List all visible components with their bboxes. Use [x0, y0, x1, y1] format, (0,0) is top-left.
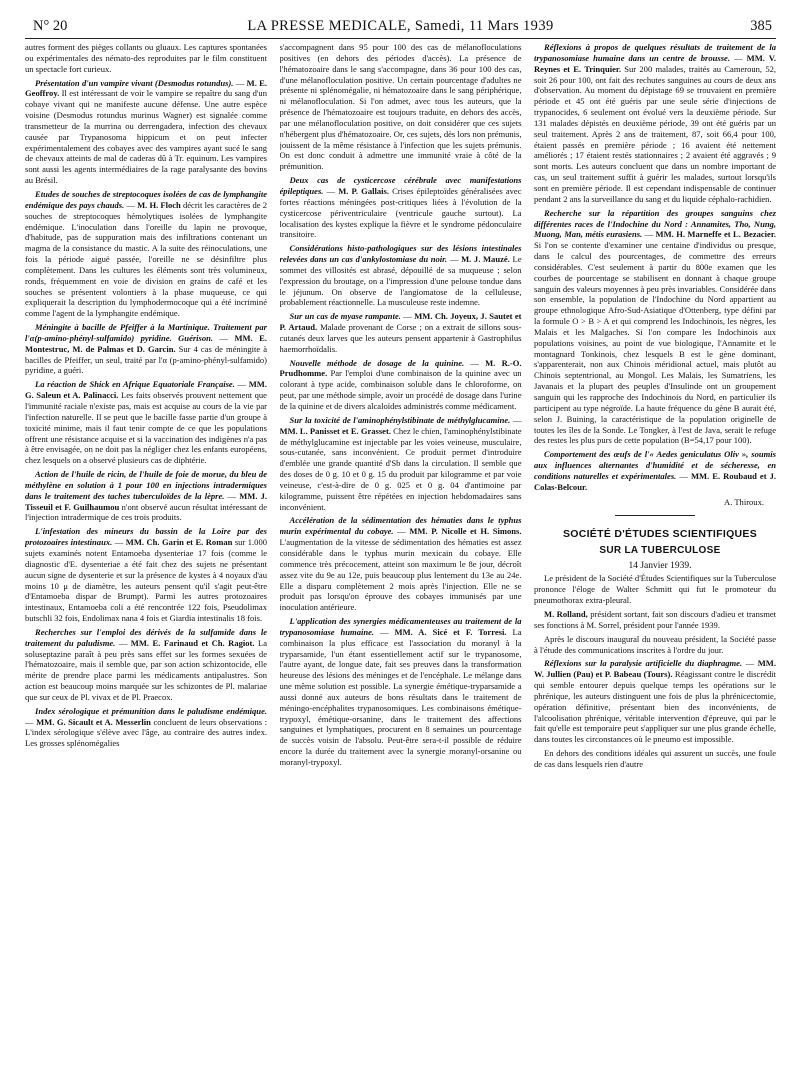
abstract-authors: MM. L. Panisset et E. Grasset. [279, 425, 391, 436]
abstract-title: Nouvelle méthode de dosage de la quinine. [289, 357, 465, 368]
abstract-authors: MM. W. Jullien (Pau) et P. Babeau (Tours). [534, 658, 776, 680]
abstract-authors: M. P. Gallais. [338, 185, 389, 196]
abstract-authors: M. H. Floch [137, 199, 181, 210]
abstract-text: Si l'on se contente d'examiner une centaine d'individus ou presque, dans le calcul des pourcentages, de commettre des erreurs considérables. C'est seulement à partir du 800e examen que les courbes de pourcentage se stabilisent en donnant à chaque groupe sanguin des valeurs moyennes à peu près invariables. Considérée dans son ensemble, la population de l'Indochine du Nord appartient au groupe ethnologique Afro-Sud-Asiatique d'Ottenberg, type défini par la formule O > B > A et qui comprend les Indochinois, les nègres, les Malais et les Malgaches. Si l'on compare les Indochinois aux populations voisines, au point de vue biologique, l'Annamite et le montagnard Tonkinois, chez lesquels B est le gène dominant, s'apparenterait, non aux Chinois méridional actuel, mais plutôt au Chinois septentrional, au Mongol. Les Malais, les Sumatriens, les Javanais et la plupart des peuples d'Insulinde ont un groupement sanguin qui les rapproche des Indochinois du Nord, en particulier ils participent au type négroïde. La haute fréquence du gène B aurait été, selon J. Buining, la caractéristique de la population originelle de toutes les îles de la Sonde. Le Tongker, à l'est de Java, serait le refuge des restes les plus purs de cette population (B=54,17 pour 100). [534, 240, 776, 446]
abstract-authors: M. Rolland, [544, 608, 588, 619]
column-3-abstracts [534, 42, 776, 493]
abstract-title: Méningite à bacille de Pfeiffer à la Martinique. Traitement par l'α(p-amino-phényl-sulfamido) pyridine. Guérison. [25, 322, 267, 343]
abstract-text: La soluseptazine paraît à peu près sans effet sur les formes sexuées de l'hématozoaire, mais il semble que, par son action schizontocide, elle mérite de prendre place parmi les médicaments antipalustres. Son action est beaucoup moins marquée sur les schizontes de Pl. malariae que sur ceux de Pl. vivax et de Pl. Praecox. [25, 637, 267, 702]
abstract-text: Crises épileptoïdes généralisées avec fortes réactions méningées post-critiques liées à l'évolution de la cysticercose périventriculaire (ventricule gauche surtout). La localisation des kystes explique la fièvre et le syndrome pédonculaire transitoire. [279, 185, 522, 240]
abstract-paragraph [534, 573, 776, 606]
abstract-title: Sur la toxicité de l'aminophénylstibinate de méthylglucamine. [289, 414, 511, 425]
abstract-paragraph: Réflexions à propos de quelques résultats de traitement de la trypanosomiase humaine dans un centre de brousse. — MM. V. Reynes et E. Trinquier. Sur 200 malades, traités au Cameroun, 52, soit 26 pour 100, ont fait des rechutes sanguines au cours de deux ans d'observation. Au moment du dépistage 69 se trouvaient en première période et 45 ont été guéris par une seule série d'injections de trypanocides, 6 seulement ont évolué vers la deuxième période. Sur 131 malades dépistés en deuxième période, 39 ont été guéris par un seul traitement. Après 2 ans de traitement, 87, soit 66,4 pour 100, étaient passés en première période ; 16 avaient été nettement améliorés ; 17 étaient restés stationnaires ; 2 avaient été aggravés ; 9 sont morts. Les auteurs concluent que dans un nombre important de cas, un seul traitement suffit à guérir les malades, surtout lorsqu'ils sont en première période. Il est cependant indispensable de continuer pendant 2 ans la surveillance du sang et du liquide céphalo-rachidien. [534, 42, 776, 204]
abstract-text: En dehors des conditions idéales qui assurent un succès, une foule de cas dans lesquels rien d'autre [534, 748, 776, 769]
abstract-paragraph: Réflexions sur la paralysie artificielle du diaphragme. — MM. W. Jullien (Pau) et P. Babeau (Tours). Réagissant contre le discrédit qui semble entourer depuis quelque temps les opérations sur le phrénique, les auteurs distinguent une fois de plus la phrénicectomie, opération définitive, présentant bien des inconvénients, de l'alcoolisation phrénique, véritable intervention d'épreuve, qui par le fait qu'elle est temporaire peut s'appliquer sur une plus grande échelle, dans toutes les circonstances où le pneumo est impossible. [534, 658, 776, 745]
abstract-paragraph: L'application des synergies médicamenteuses au traitement de la trypanosomiase humaine. — MM. A. Sicé et F. Torresi. La combinaison la plus efficace est l'association du moranyl à la tryparsamide, l'un étant essentiellement actif sur le trypanosome, l'autre ayant, de longue date, fait ses preuves dans la transformation heureuse des lésions des méninges et de l'encéphale. Le mélange dans une même solution est possible. La synergie émétique-tryparsamide a aussi donné aux auteurs de bons résultats dans le traitement de méningo-encéphalites trypanosomiques. Les combinaisons émétique-trypoxyl, émétique-orsanine, dans le traitement des affections sanguines et lymphatiques, procurent en 8 semaines un pourcentage de succès voisin de l'absolu. Peut-être sera-t-il possible de réduire encore la durée du traitement avec la synergie moranyl-orsanine ou moranyl-trypoxyl. [279, 616, 522, 767]
abstract-title: Action de l'huile de ricin, de l'huile de foie de morue, du bleu de méthylène en solution à 1 pour 100 en injections intradermiques dans le traitement des taches tuberculoïdes de la lèpre. [25, 469, 267, 501]
abstract-title: Recherches sur l'emploi des dérivés de la sulfamide dans le traitement du paludisme. [25, 626, 267, 648]
abstract-text: L'augmentation de la vitesse de sédimentation des hématies est assez considérable dans le typhus murin mexicain du cobaye. Elle commence très précocement, atteint son maximum le 8e jour, décroît assez vite du 9e au 12e, puis beaucoup plus lentement du 13e au 24e. Elle a disparu complètement 2 mois après l'injection. Elle ne se produit pas lorsqu'on éprouve des cobayes immunisés par une inoculation antérieure. [279, 537, 522, 613]
abstract-title: Considérations histo-pathologiques sur des lésions intestinales relevées dans un cas d'ankylostomiase du noir. [279, 243, 522, 265]
page-header [25, 14, 776, 39]
abstract-authors: MM. E. Montestruc, M. de Palmas et D. Garcin. [25, 332, 267, 354]
abstract-paragraph: Nouvelle méthode de dosage de la quinine. — M. R.-O. Prudhomme. Par l'emploi d'une combinaison de la quinine avec un colorant à type acide, combinaison soluble dans le chloroforme, on peut, par une méthode simple, avoir un procédé de dosage dans l'urine de la quinine et de divers alcaloïdes administrés comme médicament. [279, 357, 522, 411]
abstract-title: Recherche sur la répartition des groupes sanguins chez différentes races de l'Indochine du Nord : Annamites, Tho, Nung, Muong, Man, métis eurasiens. [534, 207, 776, 240]
abstract-text: Réagissant contre le discrédit qui semble entourer depuis quelque temps les opérations sur le phrénique, les auteurs distinguent une fois de plus la phrénicectomie, opération définitive, présentant bien des inconvénients, de l'alcoolisation phrénique, véritable intervention d'épreuve, qui par le fait qu'elle est temporaire peut s'appliquer sur une plus grande échelle, dans toutes les circonstances où le pneumo est impossible. [534, 669, 776, 745]
society-title: SOCIÉTÉ D'ÉTUDES SCIENTIFIQUES [562, 528, 758, 541]
abstract-text: Sur 200 malades, traités au Cameroun, 52, soit 26 pour 100, ont fait des rechutes sanguines au cours de deux ans d'observation. Au moment du dépistage 69 se trouvaient en première période et 45 ont été guéris par une seule série d'injections de trypanocides, 6 seulement ont évolué vers la deuxième période. Sur 131 malades dépistés en deuxième période, 39 ont été guéris par un seul traitement. Après 2 ans de traitement, 87, soit 66,4 pour 100, étaient passés en première période ; 16 avaient été nettement améliorés ; 17 étaient restés stationnaires ; 2 avaient été aggravés ; 9 sont morts. Les auteurs concluent que dans un nombre important de cas, un seul traitement suffit à guérir les malades, surtout lorsqu'ils sont en première période. Il est cependant indispensable de continuer pendant 2 ans la surveillance du sang et du liquide céphalo-rachidien. [534, 63, 776, 204]
abstract-paragraph [534, 634, 776, 656]
page-number: 385 [750, 18, 772, 34]
abstract-title: L'infestation des mineurs du bassin de la Loire par des protozoaires intestinaux. [25, 526, 267, 548]
abstract-authors: MM. P. Nicolle et H. Simons. [409, 526, 522, 537]
abstract-text: Malade provenant de Corse ; on a extrait de sillons sous-cutanés deux larves que les auteurs pensent appartenir à Gastrophilus haemorrhoïdalis. [279, 322, 522, 354]
abstract-authors: MM. G. Saleun et A. Palinacci. [25, 379, 267, 401]
abstract-text: Après le discours inaugural du nouveau président, la Société passe à l'étude des communications inscrites à l'ordre du jour. [534, 633, 776, 655]
abstract-authors: MM. G. Sicault et A. Messerlin [36, 716, 151, 727]
abstract-paragraph [534, 748, 776, 770]
abstract-title: Sur un cas de myase rampante. [289, 311, 401, 322]
abstract-paragraph: L'infestation des mineurs du bassin de la Loire par des protozoaires intestinaux. — MM. Ch. Garin et E. Roman sur 1.000 sujets examinés notent Entamoeba dysenteriae 17 fois (comme le diagnostic d'E. dysenteriae a été fait chez des sujets ne présentant aucun signe de dysenterie et sur la présence de kystes à 4 noyaux d'au moins 10 μ de diamètre, les auteurs pensent qu'il s'agit peut-être d'Entamoeba dispar de Brumpt). Parmi les autres protozoaires intestinaux, Entamoeba coli a été rencontrée 122 fois, Pseudolimax butschli 32 fois, Endolimax nana 4 fois et Giardia intestinalis 18 fois. [25, 526, 267, 624]
abstract-title: Etudes de souches de streptocoques isolées de cas de lymphangite endémique des pays chauds. [25, 188, 267, 210]
abstract-text: autres forment des pièges collants ou gluaux. Les captures spontanées ou expérimentales des némato-des reproduites par le film constituent un spectacle fort curieux. [25, 42, 267, 74]
abstract-authors: M. R.-O. Prudhomme. [279, 357, 522, 379]
issue-number: N° 20 [33, 18, 68, 34]
column-2 [280, 42, 522, 1072]
abstract-text: concluent de leurs observations : L'index sérologique s'élève avec l'âge, au contraire des autres index. Les grosses splénomégalies [25, 716, 267, 749]
abstract-paragraph: Deux cas de cysticercose cérébrale avec manifestations épileptiques. — M. P. Gallais. Crises épileptoïdes généralisées avec fortes réactions méningées post-critiques liées à l'évolution de la cysticercose périventriculaire (ventricule gauche surtout). La localisation des kystes explique la fièvre et le syndrome pédonculaire transitoire. [279, 175, 522, 240]
abstract-authors: MM. A. Sicé et F. Torresi. [394, 626, 507, 637]
abstract-paragraph: Recherche sur la répartition des groupes sanguins chez différentes races de l'Indochine du Nord : Annamites, Tho, Nung, Muong, Man, métis eurasiens. — MM. H. Marneffe et L. Bezacier. Si l'on se contente d'examiner une centaine d'individus ou presque, dans le calcul des pourcentages, de commettre des erreurs considérables. C'est seulement à partir du 800e examen que les courbes de pourcentage se stabilisent en donnant à chaque groupe sanguin des valeurs moyennes à peu près invariables. Considérée dans son ensemble, la population de l'Indochine du Nord appartient au groupe ethnologique Afro-Sud-Asiatique d'Ottenberg, type défini par la formule O > B > A et qui comprend les Indochinois, les nègres, les Malais et les Malgaches. Si l'on compare les Indochinois aux populations voisines, au point de vue biologique, l'Annamite et le montagnard Tonkinois, chez lesquels B est le gène dominant, s'apparenterait, non aux Chinois méridional actuel, mais plutôt au Chinois septentrional, au Mongol. Les Malais, les Sumatriens, les Javanais et la plupart des peuples d'Insulinde ont un groupement sanguin qui les rapproche des Indochinois du Nord, en particulier ils participent au type négroïde. La haute fréquence du gène B aurait été, selon J. Buining, la caractéristique de la population originelle de toutes les îles de la Sonde. Le Tongker, à l'est de Java, serait le refuge des restes les plus purs de cette population (B=54,17 pour 100). [534, 207, 776, 446]
abstract-text: Le président de la Société d'Études Scientifiques sur la Tuberculose prononce l'éloge de Walter Schmitt qui fut le promoteur du pneumothorax extra-pleural. [534, 573, 776, 606]
abstract-text: sur 1.000 sujets examinés notent Entamoeba dysenteriae 17 fois (comme le diagnostic d'E. dysenteriae a été fait chez des sujets ne présentant aucun signe de dysenterie et sur la présence de kystes à 4 noyaux d'au moins 10 μ de diamètre, les auteurs pensent qu'il s'agit peut-être d'Entamoeba dispar de Brumpt). Parmi les autres protozoaires intestinaux, Entamoeba coli a été rencontrée 122 fois, Pseudolimax butschli 32 fois, Endolimax nana 4 fois et Giardia intestinalis 18 fois. [25, 537, 267, 624]
abstract-paragraph: Sur un cas de myase rampante. — MM. Ch. Joyeux, J. Sautet et P. Artaud. Malade provenant de Corse ; on a extrait de sillons sous-cutanés deux larves que les auteurs pensent appartenir à Gastrophilus haemorrhoïdalis. [279, 311, 522, 354]
abstract-title: Réflexions sur la paralysie artificielle du diaphragme. [544, 658, 743, 669]
abstract-paragraph: Action de l'huile de ricin, de l'huile de foie de morue, du bleu de méthylène en solution à 1 pour 100 en injections intradermiques dans le traitement des taches tuberculoïdes de la lèpre. — MM. J. Tisseuil et F. Guilhaumou n'ont observé aucun résultat intéressant de l'injection intradermique de ces trois produits. [25, 469, 267, 523]
abstract-paragraph: Accélération de la sédimentation des hématies dans le typhus murin expérimental du cobaye. — MM. P. Nicolle et H. Simons. L'augmentation de la vitesse de sédimentation des hématies est assez considérable dans le typhus murin mexicain du cobaye. Elle commence très précocement, atteint son maximum le 8e jour, décroît assez vite du 9e au 12e, puis beaucoup plus lentement du 13e au 24e. Elle a disparu complètement 2 mois après l'injection. Elle ne se produit pas lorsqu'on éprouve des cobayes immunisés par une inoculation antérieure. [279, 515, 522, 613]
abstract-authors: MM. H. Marneffe et L. Bezacier. [655, 229, 776, 240]
abstract-authors: MM. Ch. Joyeux, J. Sautet et P. Artaud. [279, 311, 522, 333]
abstract-title: L'application des synergies médicamenteuses au traitement de la trypanosomiase humaine. [279, 616, 522, 637]
abstract-title: Accélération de la sédimentation des hématies dans le typhus murin expérimental du cobaye. [279, 515, 522, 537]
abstract-text: Le sommet des villosités est abrasé, dépouillé de sa muqueuse ; selon l'expression du broutage, on a l'impression d'une pelouse tondue dans le jéjunum. On observe de l'angiomatose de la celluleuse, probablement réactionnelle. La musculeuse reste indemne. [279, 254, 522, 308]
abstract-paragraph: Comportement des œufs de l'« Aedes geniculatus Oliv », soumis aux influences alternantes d'humidité et de sécheresse, en conditions naturelles et expérimentales. — MM. E. Roubaud et J. Colas-Belcour. [534, 449, 776, 492]
abstract-title: Réflexions à propos de quelques résultats de traitement de la trypanosomiase humaine dans un centre de brousse. [534, 42, 776, 63]
abstract-authors: M. J. Mauzé. [461, 254, 510, 265]
abstract-paragraph: Etudes de souches de streptocoques isolées de cas de lymphangite endémique des pays chauds. — M. H. Floch décrit les caractères de 2 souches de streptocoques hémolytiques isolées de lymphangite endémique. L'inoculation dans l'oreille du lapin ne provoque, d'habitude, pas de suppuration mais des infiltrations contenant un magma de la consistance du mastic. A la suite des réinoculations, une fois la période aiguë passée, l'oreille ne se désinfiltre plus complètement. Dans les cultures les éléments sont très volumineux, ronds, fréquemment en voie de division en grains de café et les souches se présentent volontiers à la phase muqueuse, ce qui expliquerait la description du lymphodermocoque qui a été incriminé comme l'agent de la lymphangite endémique. [25, 188, 267, 319]
abstract-paragraph: Présentation d'un vampire vivant (Desmodus rotundus). — M. E. Geoffroy. Il est intéressant de voir le vampire se repaître du sang d'un cobaye vivant qui ne manifeste aucune défense. Une autre espèce voisine (Desmodus rotundus murinus Wagner) est signalée comme transmetteur de la murrina ou derrengadera, infection des chevaux causée par Trypanosoma hippicum et on peut infecter expérimentalement des cobayes avec des vampires ayant sucé le sang de chevaux atteints de mal de caderas dû à Tr. equinum. Les vampires sont aussi les agents intermédiaires de la rage paralysante des bovins au Brésil. [25, 77, 267, 186]
abstract-authors: MM. Ch. Garin et E. Roman [125, 537, 233, 548]
abstract-title: Index sérologique et prémunition dans le paludisme endémique. [35, 705, 267, 716]
abstract-title: La réaction de Shick en Afrique Equatoriale Française. [35, 379, 235, 390]
column-1 [25, 42, 267, 1072]
abstract-title: Comportement des œufs de l'« Aedes geniculatus Oliv », soumis aux influences alternantes d'humidité et de sécheresse, en conditions naturelles et expérimentales. [534, 449, 776, 481]
column-3 [534, 42, 776, 1072]
abstract-title: Présentation d'un vampire vivant (Desmodus rotundus). [35, 77, 234, 88]
abstract-authors: M. E. Geoffroy. [25, 77, 267, 99]
abstract-text: Chez le chien, l'aminophénylstibinate de méthylglucamine est injectable par les voies veineuse, musculaire, sous-cutanée, sans inconvénient. Ce produit permet d'introduire d'emblée une grande quantité d'Sb dans la circulation. Il semble que des doses de 0 g. 10 et 0 g. 15 du produit par kilogramme et par voie veineuse, c'est-à-dire de 0 g. 025 et 0 g. 04 d'antimoine par kilogramme, puissent être répétées en injection hebdomadaires sans inconvénient. [279, 425, 522, 512]
abstract-paragraph [25, 42, 267, 75]
society-subtitle: SUR LA TUBERCULOSE [599, 545, 721, 557]
abstract-text: s'accompagnent dans 95 pour 100 des cas de mélanofloculations positives (en dehors des périodes d'accès). La présence de l'hématozoaire dans le sang s'accompagne, dans 36 pour 100 des cas, d'une mélanofloculation positive. Un certain pourcentage d'adultes ne présente ni splénomégalie, ni hématozoaire dans le sang périphérique, ni mélanofloculation. Si l'on admet, avec tous les auteurs, que la présence de l'hématozoaire est toujours traduite, en dehors des accès, par une mélanofloculation positive, on doit considérer que ces sujets n'hébergent plus d'hématozoaire. Or, ces sujets, dès lors non prémunis, jouissent de la même résistance à l'infection que les sujets prémunis. On est donc conduit à admettre une immunité vraie à côté de la prémunition. [279, 42, 522, 172]
abstract-text: Par l'emploi d'une combinaison de la quinine avec un colorant à type acide, combinaison soluble dans le chloroforme, on peut, par une méthode simple, avoir un procédé de dosage dans l'urine de la quinine et de divers alcaloïdes administrés comme médicament. [279, 368, 522, 411]
abstract-paragraph: La réaction de Shick en Afrique Equatoriale Française. — MM. G. Saleun et A. Palinacci. Les faits observés prouvent nettement que l'immunité raciale n'existe pas, mais est acquise au cours de la vie par l'infection naturelle. Il se peut que le bacille fasse partie d'un groupe à toxicité minime, mais il faut tenir compte de ce que les populations offrent une résistance acquise et si la vaccination des indigènes n'a pas à être envisagée, on ne doit pas la négliger chez les enfants européens, chez lesquels on a observé plusieurs cas de diphtérie. [25, 379, 267, 466]
society-paragraphs [534, 573, 776, 769]
abstract-text: Sur 4 cas de méningite à bacilles de Pfeiffer, un seul, traité par l'α (p-amino-phényl-sulfamido) pyridine, a guéri. [25, 343, 267, 376]
abstract-paragraph: Recherches sur l'emploi des dérivés de la sulfamide dans le traitement du paludisme. — MM. E. Farinaud et Ch. Ragiot. La soluseptazine paraît à peu près sans effet sur les formes sexuées de l'hématozoaire, mais il semble que, par son action schizontocide, elle mérite de prendre place parmi les médicaments antipalustres. Son action est beaucoup moins marquée sur les schizontes de Pl. malariae que sur ceux de Pl. vivax et de Pl. Praecox. [25, 626, 267, 702]
abstract-text: président sortant, fait son discours d'adieu et transmet ses fonctions à M. Sorrel, président pour l'année 1939. [534, 608, 776, 630]
abstract-paragraph: Considérations histo-pathologiques sur des lésions intestinales relevées dans un cas d'ankylostomiase du noir. — M. J. Mauzé. Le sommet des villosités est abrasé, dépouillé de sa muqueuse ; selon l'expression du broutage, on a l'impression d'une pelouse tondue dans le jéjunum. On observe de l'angiomatose de la celluleuse, probablement réactionnelle. La musculeuse reste indemne. [279, 243, 522, 308]
abstract-text: n'ont observé aucun résultat intéressant de l'injection intradermique de ces trois produits. [25, 501, 267, 523]
signature: A. Thiroux. [724, 496, 764, 507]
journal-title: LA PRESSE MEDICALE, Samedi, 11 Mars 1939 [247, 18, 554, 34]
abstract-paragraph [534, 609, 776, 631]
abstract-authors: MM. J. Tisseuil et F. Guilhaumou [25, 490, 267, 512]
columns [25, 42, 776, 1072]
abstract-text: Les faits observés prouvent nettement que l'immunité raciale n'existe pas, mais est acquise au cours de la vie par l'infection naturelle. Il se peut que le bacille fasse partie d'un groupe à toxicité minime, mais il faut tenir compte de ce que les populations offrent une résistance acquise et si la vaccination des indigènes n'a pas à être envisagée, on ne doit pas la négliger chez les enfants européens, chez lesquels on a observé plusieurs cas de diphtérie. [25, 390, 267, 466]
abstract-authors: MM. E. Roubaud et J. Colas-Belcour. [534, 470, 776, 492]
abstract-authors: MM. V. Reynes et E. Trinquier. [534, 52, 776, 74]
abstract-paragraph: Sur la toxicité de l'aminophénylstibinate de méthylglucamine. — MM. L. Panisset et E. Grasset. Chez le chien, l'aminophénylstibinate de méthylglucamine est injectable par les voies veineuse, musculaire, sous-cutanée, sans inconvénient. Ce produit permet d'introduire d'emblée une grande quantité d'Sb dans la circulation. Il semble que des doses de 0 g. 10 et 0 g. 15 du produit par kilogramme et par voie veineuse, c'est-à-dire de 0 g. 025 et 0 g. 04 d'antimoine par kilogramme, puissent être répétées en injection hebdomadaires sans inconvénient. [279, 414, 522, 512]
abstract-title: Deux cas de cysticercose cérébrale avec manifestations épileptiques. [279, 175, 522, 196]
abstract-paragraph [280, 42, 522, 172]
abstract-paragraph: Méningite à bacille de Pfeiffer à la Martinique. Traitement par l'α(p-amino-phényl-sulfamido) pyridine. Guérison. — MM. E. Montestruc, M. de Palmas et D. Garcin. Sur 4 cas de méningite à bacilles de Pfeiffer, un seul, traité par l'α (p-amino-phényl-sulfamido) pyridine, a guéri. [25, 322, 267, 376]
abstract-text: La combinaison la plus efficace est l'association du moranyl à la tryparsamide, l'un étant essentiellement actif sur le trypanosome, l'autre ayant, de longue date, fait ses preuves dans la transformation heureuse des lésions des méninges et de l'encéphale. Le mélange dans une même solution est possible. La synergie émétique-tryparsamide a aussi donné aux auteurs de bons résultats dans le traitement de méningo-encéphalites trypanosomiques. Les combinaisons émétique-trypoxyl, émétique-orsanine, dans le traitement des affections sanguines et lymphatiques, procurent en 8 semaines un pourcentage de succès voisin de l'absolu. Peut-être sera-t-il possible de réduire encore la durée du traitement avec la synergie moranyl-orsanine ou moranyl-trypoxyl. [279, 626, 522, 767]
abstract-text: Il est intéressant de voir le vampire se repaître du sang d'un cobaye vivant qui ne manifeste aucune défense. Une autre espèce voisine (Desmodus rotundus murinus Wagner) est signalée comme transmetteur de la murrina ou derrengadera, infection des chevaux causée par Trypanosoma hippicum et on peut infecter expérimentalement des cobayes avec des vampires ayant sucé le sang de chevaux atteints de mal de caderas dû à Tr. equinum. Les vampires sont aussi les agents intermédiaires de la rage paralysante des bovins au Brésil. [25, 88, 267, 186]
abstract-authors: MM. E. Farinaud et Ch. Ragiot. [130, 637, 255, 648]
society-date: 14 Janvier 1939. [628, 561, 692, 572]
abstract-text: décrit les caractères de 2 souches de streptocoques hémolytiques isolées de lymphangite endémique. L'inoculation dans l'oreille du lapin ne provoque, d'habitude, pas de suppuration mais des infiltrations contenant un magma de la consistance du mastic. A la suite des réinoculations, une fois la période aiguë passée, l'oreille ne se désinfiltre plus complètement. Dans les cultures les éléments sont très volumineux, ronds, fréquemment en voie de division en grains de café et les souches se présentent volontiers à la phase muqueuse, ce qui expliquerait la description du lymphodermocoque qui a été incriminé comme l'agent de la lymphangite endémique. [25, 199, 267, 319]
section-divider [615, 515, 695, 516]
abstract-paragraph: Index sérologique et prémunition dans le paludisme endémique. — MM. G. Sicault et A. Messerlin concluent de leurs observations : L'index sérologique s'élève avec l'âge, au contraire des autres index. Les grosses splénomégalies [25, 705, 267, 749]
